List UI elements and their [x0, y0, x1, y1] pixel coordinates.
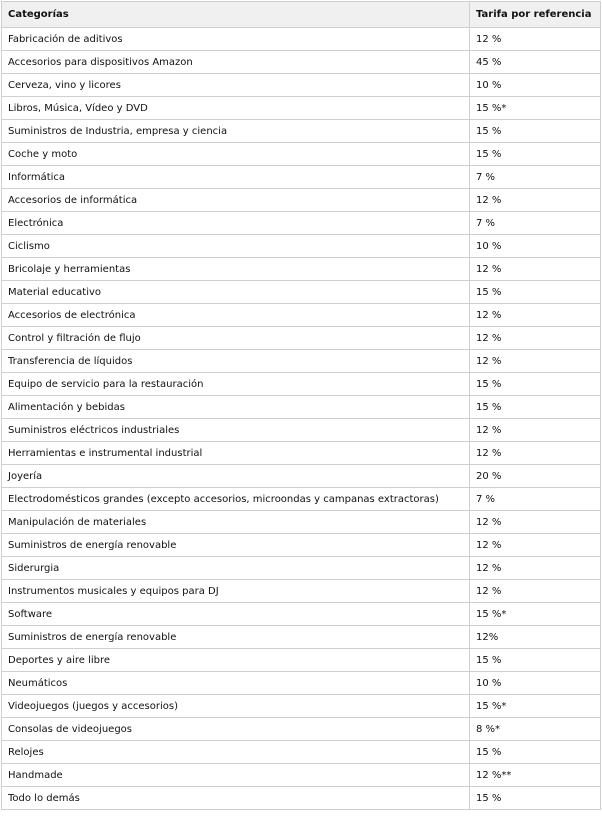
- table-row: [2, 419, 601, 442]
- table-row: [2, 304, 601, 327]
- table-row: [2, 672, 601, 695]
- category-cell: Suministros de Industria, empresa y ciencia: [2, 120, 470, 143]
- table-row: [2, 166, 601, 189]
- category-cell: Accesorios de electrónica: [2, 304, 470, 327]
- fee-cell: 15 %: [470, 120, 601, 143]
- table-row: [2, 28, 601, 51]
- category-cell: Todo lo demás: [2, 787, 470, 810]
- fee-cell: 15 %: [470, 649, 601, 672]
- fee-cell: 12 %: [470, 327, 601, 350]
- category-cell: Relojes: [2, 741, 470, 764]
- fee-cell: 15 %: [470, 787, 601, 810]
- fee-cell: 15 %: [470, 281, 601, 304]
- referral-fee-table: [1, 1, 601, 810]
- fee-cell: 12 %: [470, 189, 601, 212]
- table-row: [2, 327, 601, 350]
- category-cell: Videojuegos (juegos y accesorios): [2, 695, 470, 718]
- fee-cell: 15 %: [470, 143, 601, 166]
- category-cell: Accesorios de informática: [2, 189, 470, 212]
- table-row: [2, 120, 601, 143]
- table-row: [2, 603, 601, 626]
- table-body: [2, 28, 601, 810]
- category-cell: Fabricación de aditivos: [2, 28, 470, 51]
- category-cell: Suministros de energía renovable: [2, 534, 470, 557]
- category-cell: Handmade: [2, 764, 470, 787]
- fee-cell: 7 %: [470, 488, 601, 511]
- category-cell: Manipulación de materiales: [2, 511, 470, 534]
- fee-cell: 7 %: [470, 212, 601, 235]
- table-row: [2, 534, 601, 557]
- fee-cell: 12%: [470, 626, 601, 649]
- category-cell: Suministros de energía renovable: [2, 626, 470, 649]
- category-cell: Transferencia de líquidos: [2, 350, 470, 373]
- table-row: [2, 764, 601, 787]
- table-row: [2, 442, 601, 465]
- fee-cell: 12 %: [470, 258, 601, 281]
- fee-cell: 10 %: [470, 74, 601, 97]
- table-row: [2, 74, 601, 97]
- fee-cell: 7 %: [470, 166, 601, 189]
- table-row: [2, 511, 601, 534]
- category-cell: Coche y moto: [2, 143, 470, 166]
- category-cell: Equipo de servicio para la restauración: [2, 373, 470, 396]
- fee-cell: 12 %: [470, 419, 601, 442]
- fee-cell: 8 %*: [470, 718, 601, 741]
- fee-cell: 12 %**: [470, 764, 601, 787]
- header-row: [2, 2, 601, 28]
- fee-cell: 15 %: [470, 396, 601, 419]
- category-cell: Instrumentos musicales y equipos para DJ: [2, 580, 470, 603]
- category-cell: Consolas de videojuegos: [2, 718, 470, 741]
- category-cell: Bricolaje y herramientas: [2, 258, 470, 281]
- category-cell: Cerveza, vino y licores: [2, 74, 470, 97]
- table-row: [2, 649, 601, 672]
- fee-cell: 12 %: [470, 350, 601, 373]
- category-cell: Neumáticos: [2, 672, 470, 695]
- category-cell: Ciclismo: [2, 235, 470, 258]
- fee-header: Tarifa por referencia: [470, 2, 601, 28]
- fee-cell: 12 %: [470, 511, 601, 534]
- fee-cell: 15 %*: [470, 97, 601, 120]
- table-row: [2, 212, 601, 235]
- table-row: [2, 97, 601, 120]
- table-row: [2, 580, 601, 603]
- category-cell: Libros, Música, Vídeo y DVD: [2, 97, 470, 120]
- table-row: [2, 373, 601, 396]
- table-row: [2, 396, 601, 419]
- category-cell: Deportes y aire libre: [2, 649, 470, 672]
- fee-cell: 12 %: [470, 28, 601, 51]
- table-row: [2, 718, 601, 741]
- table-row: [2, 465, 601, 488]
- table-row: [2, 695, 601, 718]
- table-row: [2, 488, 601, 511]
- fee-cell: 15 %: [470, 741, 601, 764]
- table-row: [2, 787, 601, 810]
- category-cell: Joyería: [2, 465, 470, 488]
- category-cell: Electrónica: [2, 212, 470, 235]
- fee-cell: 12 %: [470, 580, 601, 603]
- category-cell: Suministros eléctricos industriales: [2, 419, 470, 442]
- category-cell: Accesorios para dispositivos Amazon: [2, 51, 470, 74]
- category-header: Categorías: [2, 2, 470, 28]
- fee-cell: 12 %: [470, 534, 601, 557]
- fee-cell: 12 %: [470, 304, 601, 327]
- category-cell: Electrodomésticos grandes (excepto accesorios, microondas y campanas extractoras): [2, 488, 470, 511]
- table-row: [2, 235, 601, 258]
- category-cell: Alimentación y bebidas: [2, 396, 470, 419]
- table-row: [2, 557, 601, 580]
- category-cell: Software: [2, 603, 470, 626]
- category-cell: Material educativo: [2, 281, 470, 304]
- table-row: [2, 741, 601, 764]
- fee-cell: 20 %: [470, 465, 601, 488]
- fee-cell: 15 %: [470, 373, 601, 396]
- table-row: [2, 350, 601, 373]
- fee-cell: 45 %: [470, 51, 601, 74]
- table-row: [2, 189, 601, 212]
- table-row: [2, 281, 601, 304]
- fee-cell: 12 %: [470, 557, 601, 580]
- fee-cell: 10 %: [470, 672, 601, 695]
- fee-cell: 15 %*: [470, 603, 601, 626]
- fee-cell: 12 %: [470, 442, 601, 465]
- table-row: [2, 143, 601, 166]
- category-cell: Siderurgia: [2, 557, 470, 580]
- table-row: [2, 51, 601, 74]
- fee-cell: 15 %*: [470, 695, 601, 718]
- fee-cell: 10 %: [470, 235, 601, 258]
- category-cell: Control y filtración de flujo: [2, 327, 470, 350]
- table-row: [2, 258, 601, 281]
- table-row: [2, 626, 601, 649]
- category-cell: Informática: [2, 166, 470, 189]
- category-cell: Herramientas e instrumental industrial: [2, 442, 470, 465]
